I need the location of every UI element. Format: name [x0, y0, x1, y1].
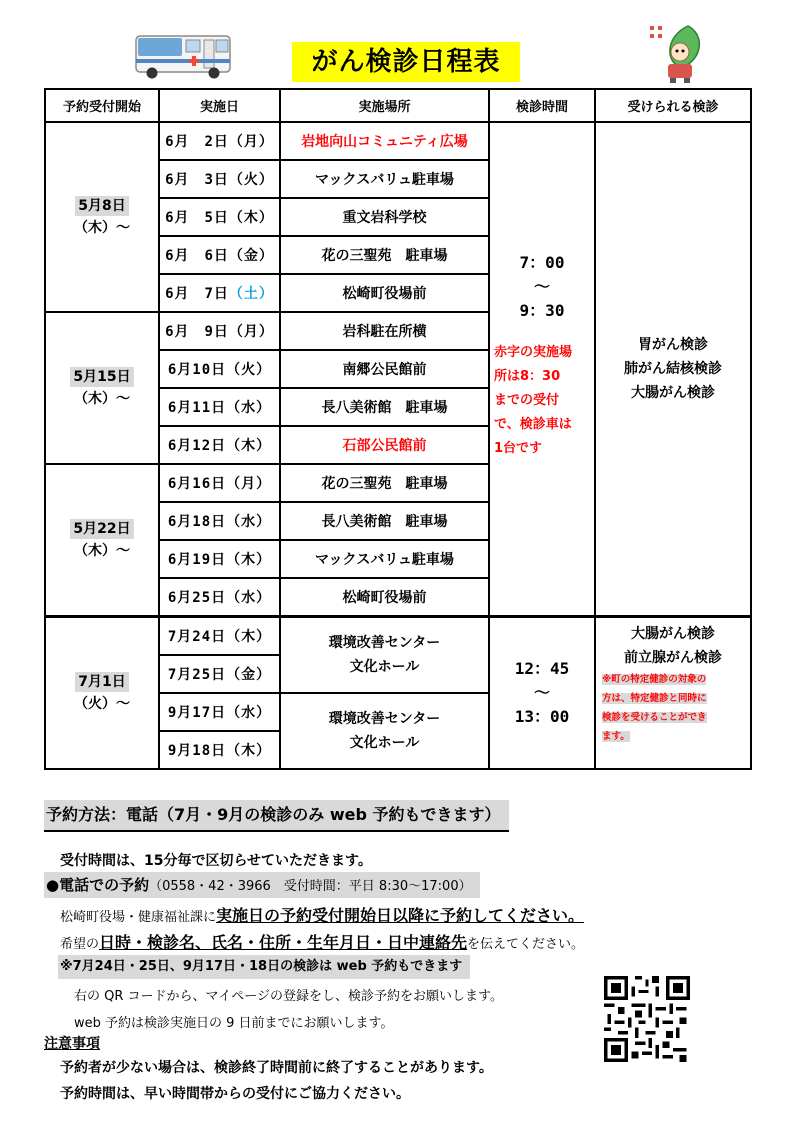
- exam-type: 大腸がん検診: [631, 385, 715, 401]
- exam-place: 石部公民館前: [280, 426, 489, 464]
- exam-type-cell: [595, 122, 751, 617]
- time-note-line: 所は8：30: [494, 369, 561, 384]
- exam-place-line: 環境改善センター: [328, 635, 441, 651]
- exam-note-text: 方は、特定健診と同時に: [602, 693, 707, 704]
- exam-date: 6月 9日（月）: [159, 312, 280, 350]
- web-reservation-note: ※7月24日・25日、9月17日・18日の検診は web 予約もできます: [58, 955, 470, 979]
- exam-note-line: [602, 670, 744, 689]
- convey-instruction: [60, 930, 584, 953]
- exam-date: 6月18日（水）: [159, 502, 280, 540]
- office-prefix: 松崎町役場・健康福祉課に: [60, 910, 217, 925]
- exam-date: 6月 3日（火）: [159, 160, 280, 198]
- reservation-start-day: （木）～: [74, 220, 130, 236]
- page-title: がん検診日程表: [292, 42, 520, 82]
- office-instruction: [60, 903, 584, 926]
- exam-note-line: [602, 727, 744, 746]
- exam-place: マックスバリュ駐車場: [280, 160, 489, 198]
- reservation-start-day: （火）～: [74, 696, 130, 712]
- qr-code-icon[interactable]: [604, 976, 690, 1062]
- reservation-start-cell: [45, 312, 159, 464]
- exam-date: 7月25日（金）: [159, 655, 280, 693]
- convey-bold: 日時・検診名、氏名・住所・生年月日・日中連絡先: [99, 933, 468, 952]
- caution-item: 予約者が少ない場合は、検診終了時間前に終了することがあります。: [60, 1060, 493, 1076]
- table-row: [45, 617, 751, 656]
- header-exam: 受けられる検診: [595, 89, 751, 122]
- exam-time-end: 9：30: [519, 301, 565, 320]
- exam-note-line: [602, 708, 744, 727]
- exam-place: 長八美術館 駐車場: [280, 502, 489, 540]
- exam-type: 前立腺がん検診: [624, 650, 722, 666]
- exam-time-tilde: ～: [533, 683, 550, 702]
- exam-place: 花の三聖苑 駐車場: [280, 464, 489, 502]
- exam-time-start: 7：00: [519, 253, 565, 272]
- exam-place: 松崎町役場前: [280, 578, 489, 617]
- time-note: [490, 341, 594, 461]
- exam-note-line: [602, 689, 744, 708]
- time-note-line: 1台です: [494, 441, 543, 456]
- exam-date: 6月 2日（月）: [159, 122, 280, 160]
- exam-type: 胃がん検診: [638, 337, 708, 353]
- exam-place: 岩科駐在所横: [280, 312, 489, 350]
- reservation-start-date: 5月15日: [70, 367, 133, 387]
- bus-icon: [134, 32, 232, 80]
- exam-date: 6月12日（木）: [159, 426, 280, 464]
- reservation-start-cell: [45, 617, 159, 770]
- exam-time-tilde: ～: [533, 277, 550, 296]
- reservation-start-date: 5月8日: [75, 196, 128, 216]
- exam-place-line: 文化ホール: [349, 659, 420, 675]
- reservation-method-heading: 予約方法：電話（7月・9月の検診のみ web 予約もできます）: [44, 800, 509, 832]
- exam-place: マックスバリュ駐車場: [280, 540, 489, 578]
- exam-place-line: 文化ホール: [349, 735, 420, 751]
- exam-date: 9月17日（水）: [159, 693, 280, 731]
- exam-place: 花の三聖苑 駐車場: [280, 236, 489, 274]
- exam-date: 7月24日（木）: [159, 617, 280, 656]
- exam-date: 6月10日（火）: [159, 350, 280, 388]
- reception-interval-text: 受付時間は、15分毎で区切らせていただきます。: [60, 853, 372, 869]
- table-row: [45, 122, 751, 160]
- exam-type: 大腸がん検診: [631, 626, 715, 642]
- exam-date: 6月 6日（金）: [159, 236, 280, 274]
- exam-place: 重文岩科学校: [280, 198, 489, 236]
- exam-time-start: 12：45: [514, 659, 570, 678]
- exam-note-text: ※町の特定健診の対象の: [602, 674, 707, 685]
- exam-date: 6月16日（月）: [159, 464, 280, 502]
- exam-date: 6月25日（水）: [159, 578, 280, 617]
- reservation-start-cell: [45, 122, 159, 312]
- header-place: 実施場所: [280, 89, 489, 122]
- exam-time-end: 13：00: [514, 707, 570, 726]
- exam-place: 南郷公民館前: [280, 350, 489, 388]
- exam-note: [602, 670, 744, 746]
- reservation-start-date: 5月22日: [70, 519, 133, 539]
- reservation-start-date: 7月1日: [75, 672, 128, 692]
- time-note-line: 赤字の実施場: [494, 345, 573, 360]
- exam-date: [159, 274, 280, 312]
- exam-date: 6月 5日（木）: [159, 198, 280, 236]
- header-date: 実施日: [159, 89, 280, 122]
- table-header-row: [45, 89, 751, 122]
- exam-date: 6月11日（水）: [159, 388, 280, 426]
- convey-prefix: 希望の: [60, 937, 100, 952]
- exam-date: 9月18日（木）: [159, 731, 280, 769]
- qr-instruction: 右の QR コードから、マイページの登録をし、検診予約をお願いします。: [74, 989, 503, 1004]
- schedule-table: [44, 88, 752, 770]
- phone-reservation: [44, 872, 480, 898]
- web-deadline: web 予約は検診実施日の 9 日前までにお願いします。: [74, 1016, 394, 1031]
- time-note-line: までの受付: [494, 393, 560, 408]
- reservation-start-day: （木）～: [74, 543, 130, 559]
- exam-type: 肺がん結核検診: [624, 361, 722, 377]
- reservation-start-cell: [45, 464, 159, 617]
- exam-place-line: 環境改善センター: [328, 711, 441, 727]
- exam-date-weekday: （土）: [228, 286, 274, 302]
- header-reservation-start: 予約受付開始: [45, 89, 159, 122]
- exam-time-cell: [489, 617, 595, 770]
- header-time: 検診時間: [489, 89, 595, 122]
- exam-place: 長八美術館 駐車場: [280, 388, 489, 426]
- caution-item: 予約時間は、早い時間帯からの受付にご協力ください。: [60, 1086, 410, 1102]
- office-bold: 実施日の予約受付開始日以降に予約してください。: [216, 906, 585, 925]
- exam-place: [280, 693, 489, 769]
- mascot-icon: [648, 24, 706, 84]
- exam-place: 松崎町役場前: [280, 274, 489, 312]
- exam-time-cell: [489, 122, 595, 617]
- exam-note-text: 検診を受けることができ: [602, 712, 707, 723]
- convey-suffix: を伝えてください。: [467, 937, 585, 952]
- exam-date-text: 6月 7日: [165, 286, 229, 302]
- reservation-start-day: （木）～: [74, 391, 130, 407]
- exam-type-cell: [595, 617, 751, 770]
- time-note-line: で、検診車は: [494, 417, 572, 432]
- exam-place: [280, 617, 489, 694]
- exam-note-text: ます。: [602, 731, 630, 742]
- exam-place: 岩地向山コミュニティ広場: [280, 122, 489, 160]
- phone-detail: （0558・42・3966 受付時間：平日 8:30～17:00）: [149, 879, 472, 894]
- caution-heading: 注意事項: [44, 1036, 100, 1052]
- exam-date: 6月19日（木）: [159, 540, 280, 578]
- phone-label: ●電話での予約: [46, 876, 150, 894]
